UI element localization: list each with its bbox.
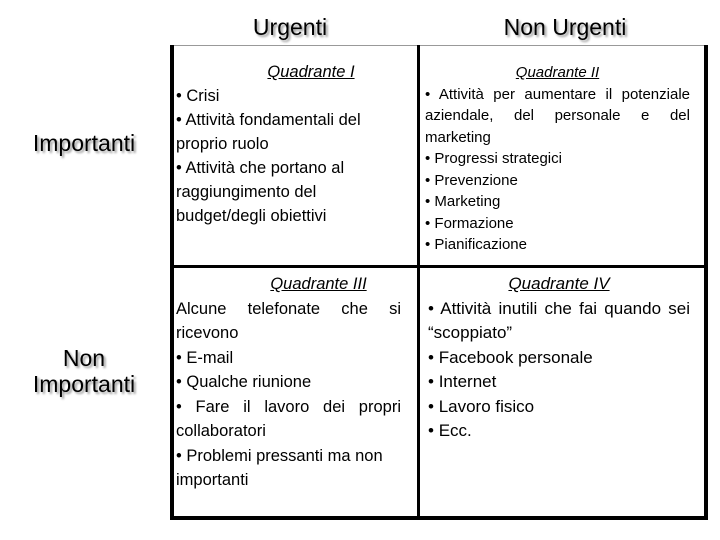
- row-header-important: Importanti: [32, 130, 136, 156]
- row-header-not-important-line2: Importanti: [32, 371, 136, 397]
- quadrant-4-item: • Ecc.: [428, 419, 690, 444]
- quadrant-3-item: • E-mail: [176, 346, 401, 371]
- quadrant-3: [176, 272, 401, 493]
- quadrant-3-item: • Problemi pressanti ma non importanti: [176, 444, 401, 493]
- column-header-not-urgent: Non Urgenti: [503, 14, 627, 40]
- quadrant-1-item: • Crisi: [176, 84, 391, 108]
- quadrant-2-title: Quadrante II: [515, 64, 600, 81]
- quadrant-2-item: • Attività per aumentare il potenziale aziendale, del personale e del marketing: [425, 84, 690, 149]
- quadrant-2-item: • Prevenzione: [425, 170, 690, 192]
- quadrant-4-item: • Facebook personale: [428, 346, 690, 371]
- row-header-not-important-line1: Non: [62, 345, 106, 371]
- quadrant-2-item: • Pianificazione: [425, 234, 690, 256]
- quadrant-2-item: • Marketing: [425, 191, 690, 213]
- quadrant-2: [425, 62, 690, 256]
- grid-horizontal-divider: [174, 265, 704, 268]
- quadrant-3-title: Quadrante III: [270, 275, 367, 293]
- quadrant-1-title: Quadrante I: [267, 63, 355, 81]
- quadrant-3-item: • Fare il lavoro dei propri collaboratori: [176, 395, 401, 444]
- quadrant-2-item: • Formazione: [425, 213, 690, 235]
- quadrant-4-title: Quadrante IV: [508, 274, 610, 293]
- grid-top-rule: [174, 45, 704, 46]
- quadrant-1: [176, 60, 391, 228]
- row-header-not-important: [0, 345, 168, 397]
- quadrant-4: [428, 272, 690, 444]
- quadrant-4-item: • Lavoro fisico: [428, 395, 690, 420]
- quadrant-1-item: • Attività che portano al raggiungimento del budget/degli obiettivi: [176, 156, 391, 228]
- quadrant-1-item: • Attività fondamentali del proprio ruolo: [176, 108, 391, 156]
- quadrant-3-intro: Alcune telefonate che si ricevono: [176, 299, 401, 342]
- quadrant-3-item: • Qualche riunione: [176, 370, 401, 395]
- quadrant-4-item: • Internet: [428, 370, 690, 395]
- quadrant-2-item: • Progressi strategici: [425, 148, 690, 170]
- column-header-urgent: Urgenti: [252, 14, 328, 40]
- quadrant-4-item: • Attività inutili che fai quando sei “scoppiato”: [428, 297, 690, 346]
- grid-vertical-divider: [417, 45, 420, 516]
